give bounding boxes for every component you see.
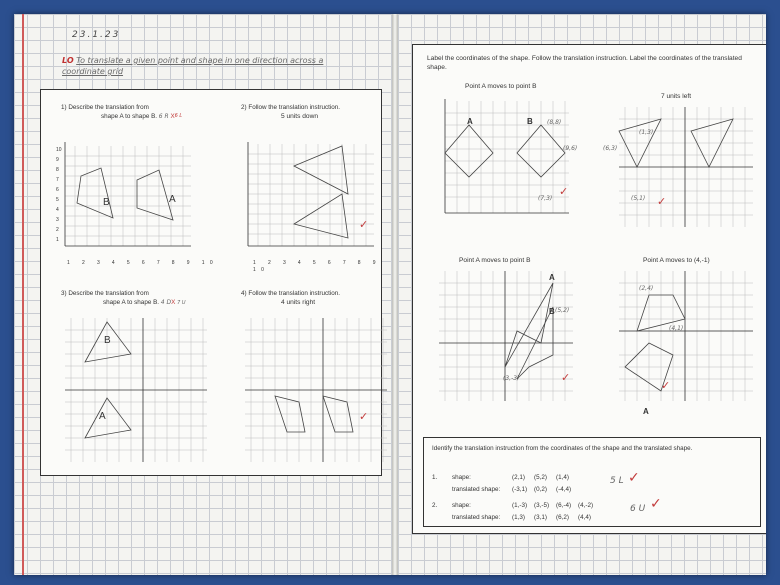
g2-grid — [617, 105, 757, 229]
q1-label-a: A — [169, 194, 176, 205]
g4-tick: ✓ — [661, 379, 671, 392]
worksheet-left — [40, 89, 382, 476]
q2-title: 2) Follow the translation instruction. — [241, 104, 341, 111]
identify-item-1-shape: 1. shape: (2,1) (5,2) (1,4) — [432, 474, 569, 481]
g4-grid — [617, 269, 757, 403]
q3-label-a: A — [99, 411, 106, 422]
g1-coord-1: (8,8) — [547, 119, 562, 126]
identify-item-2-tick: ✓ — [650, 496, 662, 512]
g4-coord-1: (2,4) — [639, 285, 654, 292]
g2-title: 7 units left — [661, 93, 692, 100]
g3-title: Point A moves to point B — [459, 257, 531, 264]
identify-item-2-translated: translated shape: (1,3) (3,1) (6,2) (4,4) — [452, 514, 591, 521]
g3-tick: ✓ — [561, 371, 571, 384]
g3-label-b: B — [549, 307, 555, 316]
lo-text: To translate a given point and shape in one direction across a — [76, 56, 324, 65]
q1-title: 1) Describe the translation from — [61, 104, 149, 111]
q1-xticks: 1 2 3 4 5 6 7 8 9 10 — [67, 260, 219, 266]
g1-title: Point A moves to point B — [465, 83, 537, 90]
identify-item-2-shape: 2. shape: (1,-3) (3,-5) (6,-4) (4,-2) — [432, 502, 594, 509]
right-instruction: Label the coordinates of the shape. Follow the translation instruction. Label the coordinates of the translated shape. — [427, 55, 742, 71]
q2-grid — [246, 138, 376, 258]
q3-title-2: shape A to shape B. 4 DX 7 U — [103, 299, 186, 306]
g1-grid — [441, 97, 573, 229]
q1-label-b: B — [103, 197, 110, 208]
g3-coord-3: (3,-3) — [503, 375, 520, 382]
g1-coord-3: (7,3) — [538, 195, 553, 202]
identify-title: Identify the translation instruction from the coordinates of the shape and the translated shape. — [432, 445, 693, 452]
q4-grid — [241, 316, 391, 466]
g1-tick: ✓ — [559, 185, 569, 198]
lo-text-2: coordinate grid — [62, 67, 124, 76]
learning-objective — [62, 56, 382, 76]
g1-label-b: B — [527, 117, 533, 126]
q3-grid — [61, 316, 211, 466]
handwritten-date: 23.1.23 — [72, 30, 121, 40]
g2-tick: ✓ — [657, 195, 667, 208]
identify-item-2-answer: 6 U — [630, 504, 646, 514]
g4-coord-2: (4,1) — [669, 325, 684, 332]
q2-xticks: 1 2 3 4 5 6 7 8 9 10 — [253, 260, 381, 273]
worksheet-right — [412, 44, 766, 534]
q2-title-2: 5 units down — [281, 113, 319, 120]
q3-label-b: B — [104, 335, 111, 346]
q4-tick: ✓ — [359, 410, 369, 423]
g1-coord-2: (9,6) — [563, 145, 578, 152]
q3-title: 3) Describe the translation from — [61, 290, 149, 297]
q4-title: 4) Follow the translation instruction. — [241, 290, 341, 297]
q4-title-2: 4 units right — [281, 299, 316, 306]
g4-title: Point A moves to (4,-1) — [643, 257, 710, 264]
q2-tick: ✓ — [359, 218, 369, 231]
q1-yticks: 10 9 8 7 6 5 4 3 2 1 — [56, 147, 62, 243]
g4-label-a: A — [643, 407, 649, 416]
exercise-book — [14, 14, 766, 575]
g1-label-a: A — [467, 117, 473, 126]
g2-coord-1: (6,3) — [603, 145, 618, 152]
g2-coord-2: (1,3) — [639, 129, 654, 136]
g3-coord-1: (5,2) — [555, 307, 570, 314]
identify-item-1-tick: ✓ — [628, 470, 640, 486]
identify-item-1-translated: translated shape: (-3,1) (0,2) (-4,4) — [452, 486, 572, 493]
g2-coord-3: (5,1) — [631, 195, 646, 202]
g3-grid — [437, 269, 577, 403]
lo-tag: LO — [62, 56, 74, 65]
identify-item-1-answer: 5 L — [610, 476, 624, 486]
identify-section — [423, 437, 761, 527]
margin-line — [22, 14, 24, 575]
left-page — [14, 14, 392, 575]
q1-title-2: shape A to shape B. 6 R $X^{6 L}$ — [101, 113, 183, 120]
g3-label-a: A — [549, 273, 555, 282]
